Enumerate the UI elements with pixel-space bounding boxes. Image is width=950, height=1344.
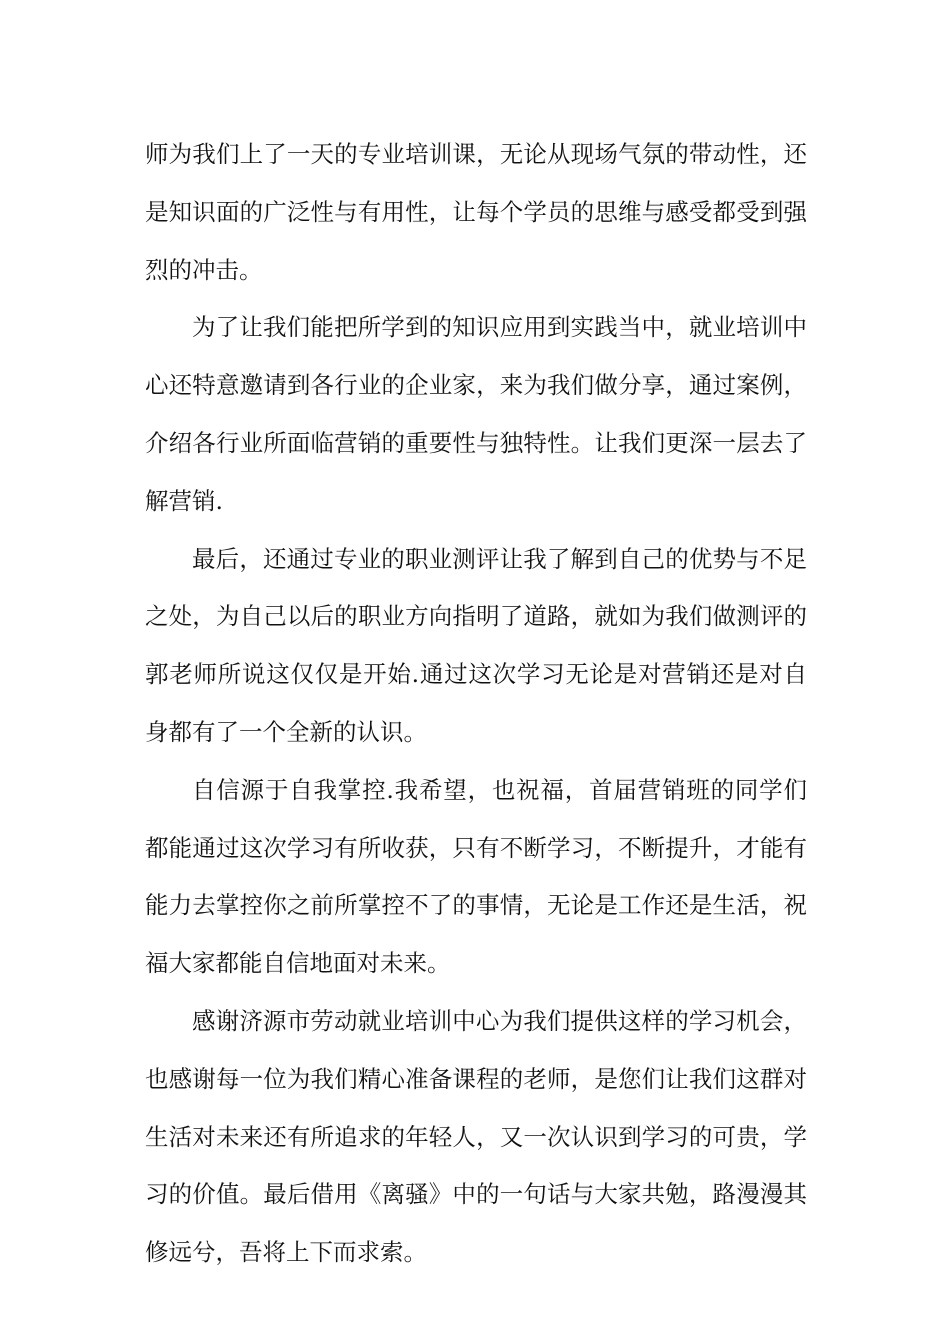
paragraph-practice: 为了让我们能把所学到的知识应用到实践当中，就业培训中心还特意邀请到各行业的企业家，来为我们做分享，通过案例，介绍各行业所面临营销的重要性与独特性。让我们更深一层去了解营销.	[145, 313, 807, 515]
paragraph-continuation: 师为我们上了一天的专业培训课，无论从现场气氛的带动性，还是知识面的广泛性与有用性，让每个学员的思维与感受都受到强烈的冲击。	[145, 140, 807, 284]
paragraph-confidence: 自信源于自我掌控.我希望，也祝福，首届营销班的同学们都能通过这次学习有所收获，只有不断学习，不断提升，才能有能力去掌控你之前所掌控不了的事情，无论是工作还是生活，祝福大家都能自信地面对未来。	[145, 775, 807, 978]
paragraph-assessment: 最后，还通过专业的职业测评让我了解到自己的优势与不足之处，为自己以后的职业方向指明了道路，就如为我们做测评的郭老师所说这仅仅是开始.通过这次学习无论是对营销还是对自身都有了一个全新的认识。	[145, 544, 807, 746]
document-page	[145, 126, 807, 1282]
paragraph-thanks: 感谢济源市劳动就业培训中心为我们提供这样的学习机会，也感谢每一位为我们精心准备课程的老师，是您们让我们这群对生活对未来还有所追求的年轻人，又一次认识到学习的可贵，学习的价值。最后借用《离骚》中的一句话与大家共勉，路漫漫其修远兮，吾将上下而求索。	[145, 1006, 807, 1267]
